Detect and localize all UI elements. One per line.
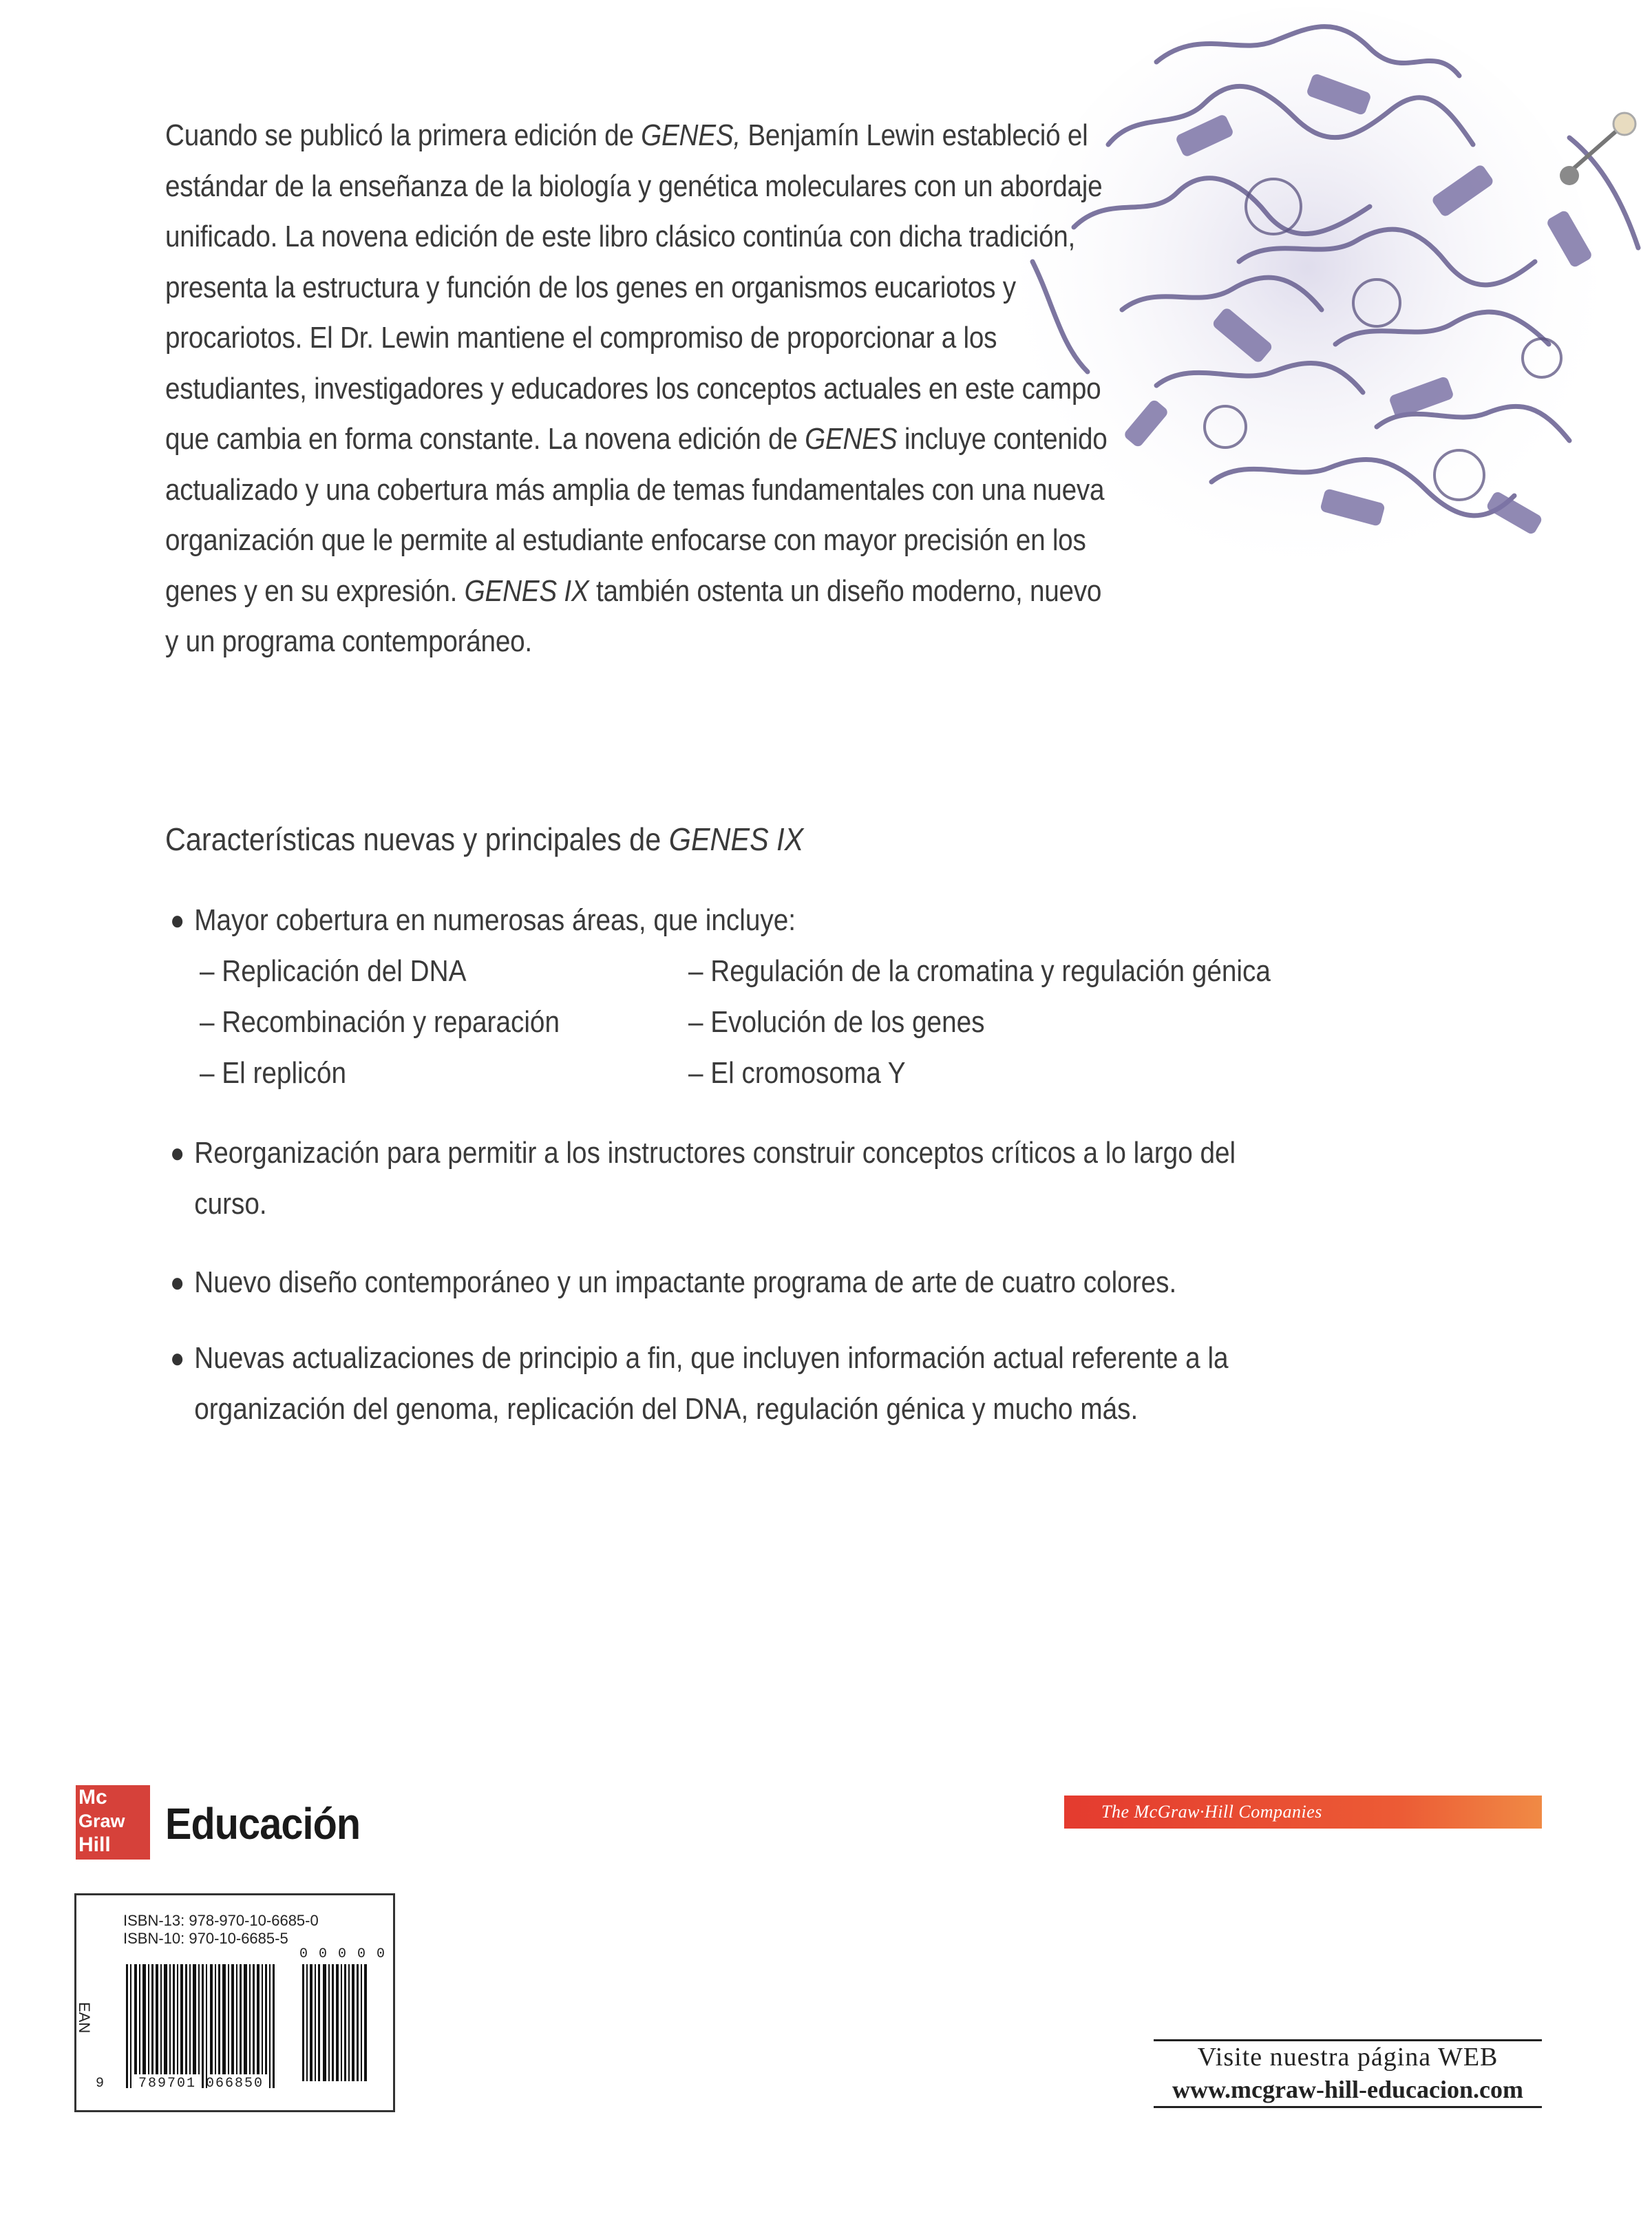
- logo-line: Mc: [78, 1786, 107, 1809]
- barcode-box: [74, 1893, 395, 2112]
- bullet-text: Mayor cobertura en numerosas áreas, que incluye:: [194, 903, 796, 937]
- logo-line: Graw: [78, 1811, 125, 1831]
- intro-title-italic: GENES: [805, 422, 898, 456]
- publisher-name: Educación: [165, 1799, 361, 1849]
- barcode-first-digit: 9: [96, 2076, 106, 2092]
- bullet-item: [165, 1257, 1176, 1308]
- intro-title-italic: GENES,: [641, 118, 741, 152]
- ean-label: EAN: [76, 2002, 93, 2034]
- bullet-text: Nuevo diseño contemporáneo y un impactante programa de arte de cuatro colores.: [194, 1265, 1177, 1299]
- barcode-digits: 789701 066850: [138, 2076, 264, 2092]
- companies-banner: [1064, 1796, 1542, 1829]
- bullet-item: [165, 1128, 1304, 1230]
- intro-title-italic: GENES IX: [464, 573, 589, 608]
- bullet-icon: ●: [170, 1138, 185, 1168]
- intro-paragraph: [165, 110, 1110, 667]
- bullet-text: Nuevas actualizaciones de principio a fin, que incluyen información actual referente a la organización del genoma, replicación del DNA, regulación génica y mucho más.: [194, 1341, 1229, 1426]
- isbn10: ISBN-10: 970-10-6685-5: [123, 1930, 288, 1947]
- addon-digits: 0 0 0 0 0: [299, 1946, 387, 1962]
- isbn13: ISBN-13: 978-970-10-6685-0: [123, 1912, 319, 1929]
- bullet-text: Reorganización para permitir a los instructores construir conceptos críticos a lo largo del curso.: [194, 1136, 1236, 1221]
- bullet-icon: ●: [170, 1267, 185, 1298]
- intro-segment: Cuando se publicó la primera edición de: [165, 118, 642, 152]
- barcode-graphic: [116, 1964, 385, 2088]
- bullet-icon: ●: [170, 1343, 185, 1373]
- subitem: – Regulación de la cromatina y regulación génica: [688, 954, 1271, 988]
- companies-label: The McGraw·Hill Companies: [1101, 1802, 1322, 1822]
- intro-segment: incluye contenido actualizado y una cobertura más amplia de temas fundamentales con una nueva organización que le permite al estudiante enfocarse con mayor precisión en los genes y en su expresión.: [165, 422, 1108, 608]
- features-heading: [165, 821, 803, 858]
- intro-text: [165, 110, 1110, 667]
- features-heading-italic: GENES IX: [668, 821, 804, 857]
- intro-segment: también ostenta un diseño moderno, nuevo y un programa contemporáneo.: [165, 573, 1102, 658]
- website-block: [1154, 2039, 1542, 2108]
- subitem: – El cromosoma Y: [688, 1056, 906, 1090]
- rule-bottom: [1154, 2106, 1542, 2108]
- subitem: – Evolución de los genes: [688, 1005, 985, 1039]
- mcgraw-hill-logo: [76, 1785, 150, 1860]
- bullet-item: [165, 1333, 1304, 1435]
- intro-segment: Benjamín Lewin estableció el estándar de la enseñanza de la biología y genética moleculares con un abordaje unificado. La novena edición de este libro clásico continúa con dicha tradición, presenta la estructura y función de los genes en organismos eucariotos y procariotos. El Dr. Lewin mantiene el compromiso de proporcionar a los estudiantes, investigadores y educadores los conceptos actuales en este campo que cambia en forma constante. La novena edición de: [165, 118, 1103, 456]
- subitem: – El replicón: [200, 1056, 347, 1090]
- features-heading-text: Características nuevas y principales de: [165, 821, 669, 857]
- bullet-icon: ●: [170, 905, 185, 936]
- logo-line: Hill: [78, 1833, 111, 1856]
- website-label: Visite nuestra página WEB: [1197, 2043, 1499, 2072]
- bullet-item: [165, 895, 796, 946]
- subitem: – Recombinación y reparación: [200, 1005, 560, 1039]
- subitem: – Replicación del DNA: [200, 954, 467, 988]
- website-url: www.mcgraw-hill-educacion.com: [1172, 2076, 1523, 2103]
